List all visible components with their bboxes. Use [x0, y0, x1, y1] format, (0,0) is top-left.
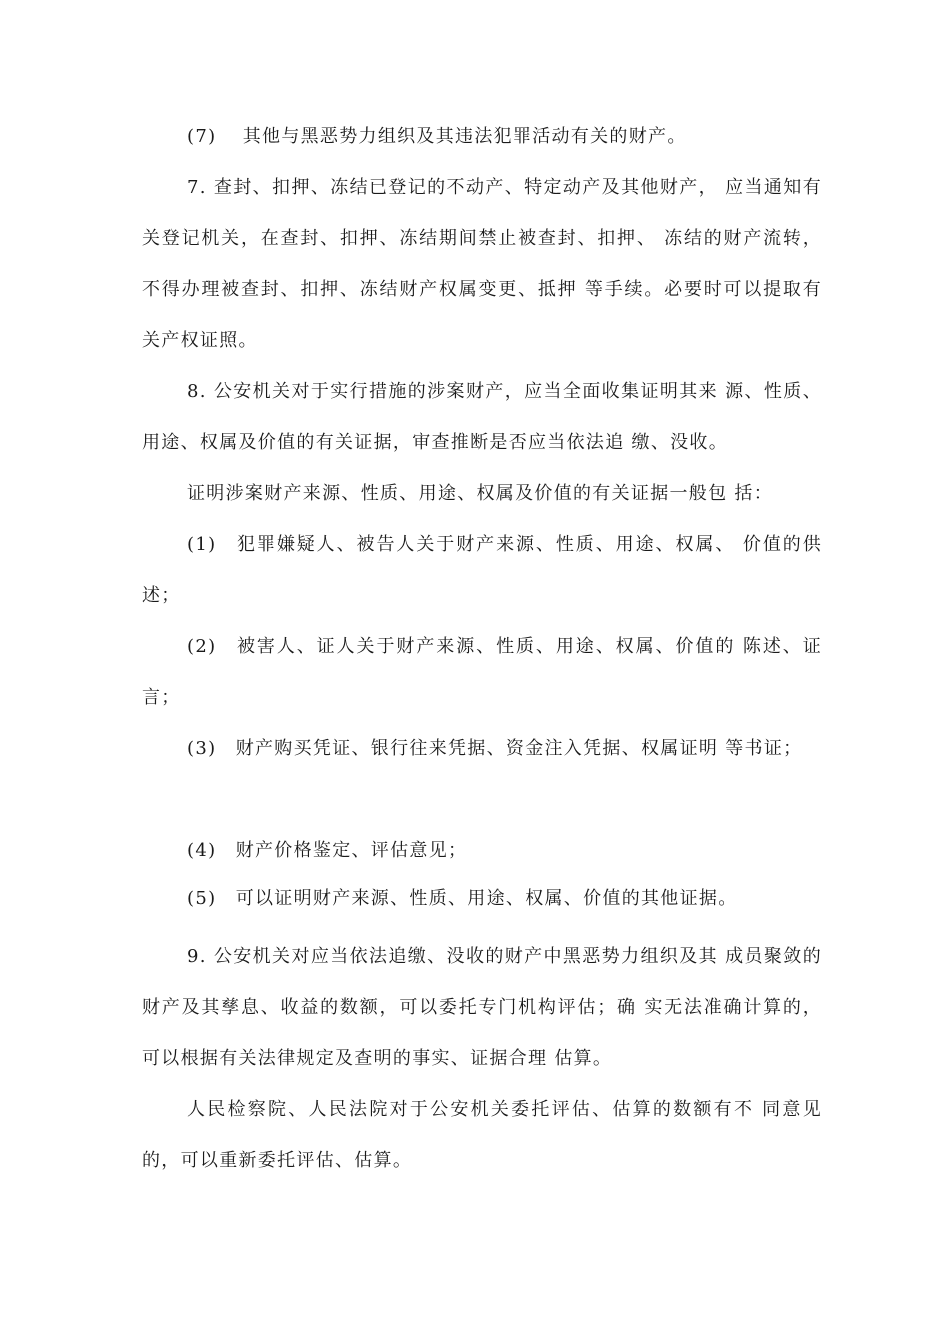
- paragraph-evidence-1: (1) 犯罪嫌疑人、被告人关于财产来源、性质、用途、权属、 价值的供述；: [142, 534, 822, 606]
- paragraph-section-9: 9. 公安机关对应当依法追缴、没收的财产中黑恶势力组织及其 成员聚敛的财产及其孳息、收益的数额，可以委托专门机构评估；确 实无法准确计算的，可以根据有关法律规定及查明的事实、证据合理 估算。: [142, 946, 822, 1069]
- paragraph-evidence-4: (4) 财产价格鉴定、评估意见；: [187, 840, 468, 861]
- paragraph-item-7: (7) 其他与黑恶势力组织及其违法犯罪活动有关的财产。: [187, 126, 687, 147]
- paragraph-evidence-3: (3) 财产购买凭证、银行往来凭据、资金注入凭据、权属证明 等书证；: [187, 738, 803, 759]
- paragraph-evidence-5: (5) 可以证明财产来源、性质、用途、权属、价值的其他证据。: [187, 888, 738, 909]
- paragraph-evidence-2: (2) 被害人、证人关于财产来源、性质、用途、权属、价值的 陈述、证言；: [142, 636, 822, 708]
- paragraph-reassessment: 人民检察院、人民法院对于公安机关委托评估、估算的数额有不 同意见的，可以重新委托评估、估算。: [142, 1099, 822, 1171]
- paragraph-evidence-intro: 证明涉案财产来源、性质、用途、权属及价值的有关证据一般包 括：: [187, 483, 774, 504]
- paragraph-section-7: 7. 查封、扣押、冻结已登记的不动产、特定动产及其他财产， 应当通知有关登记机关，在查封、扣押、冻结期间禁止被查封、扣押、 冻结的财产流转，不得办理被查封、扣押、冻结财产权属变更、抵押 等手续。必要时可以提取有关产权证照。: [142, 177, 822, 351]
- paragraph-section-8: 8. 公安机关对于实行措施的涉案财产，应当全面收集证明其来 源、性质、用途、权属及价值的有关证据，审查推断是否应当依法追 缴、没收。: [142, 381, 822, 453]
